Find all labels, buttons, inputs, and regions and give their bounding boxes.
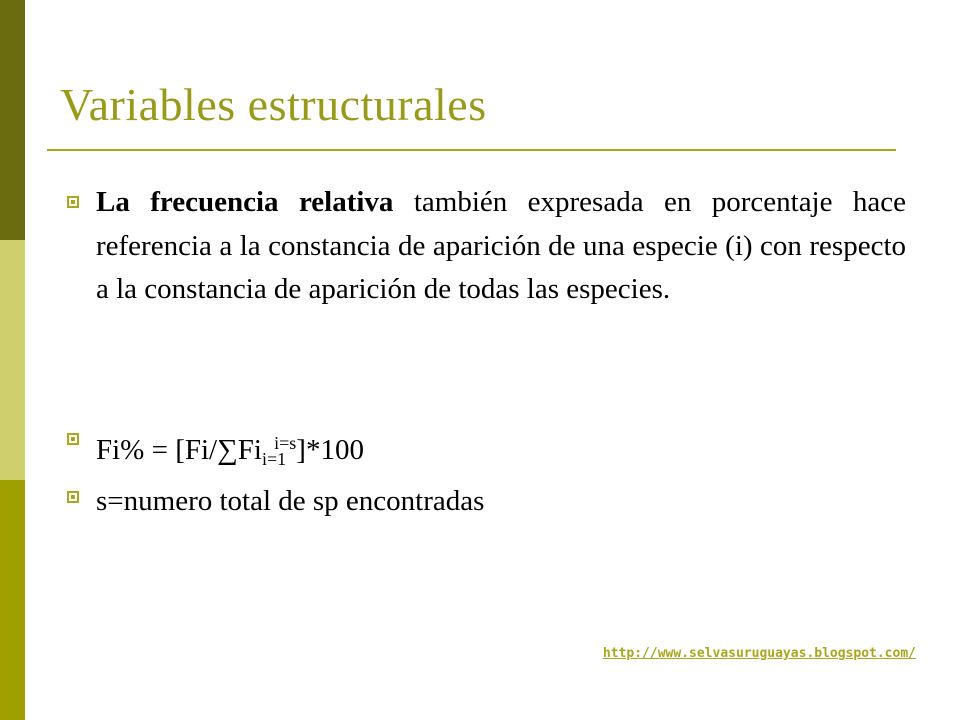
source-link[interactable]: http://www.selvasuruguayas.blogspot.com/ (602, 646, 916, 661)
bold-lead-text: La frecuencia relativa (96, 186, 394, 218)
definition-paragraph (96, 181, 906, 312)
bullet-icon (67, 196, 79, 208)
formula-superscript: i=s (274, 433, 297, 453)
formula-subscript: i=1 (261, 449, 287, 469)
bullet-icon (67, 491, 79, 503)
decorative-band-top (0, 0, 25, 240)
title-underline (47, 149, 896, 151)
decorative-band-bottom (0, 480, 25, 720)
paragraph-text-1: también expresada en porcentaje hace referencia a la constancia de aparición de una especie ( (96, 186, 907, 262)
formula (96, 418, 364, 484)
formula-prefix: Fi% = [Fi/∑Fi (96, 434, 262, 466)
bullet-icon (67, 433, 79, 445)
paragraph-text-2: ) con respecto a la constancia de aparición de todas las especies. (96, 229, 906, 305)
paragraph-italic-i: i (734, 229, 743, 262)
formula-suffix: ]*100 (296, 434, 364, 466)
slide-title: Variables estructurales (60, 79, 487, 130)
decorative-band-middle (0, 240, 25, 480)
definition-note: s=numero total de sp encontradas (96, 485, 485, 517)
